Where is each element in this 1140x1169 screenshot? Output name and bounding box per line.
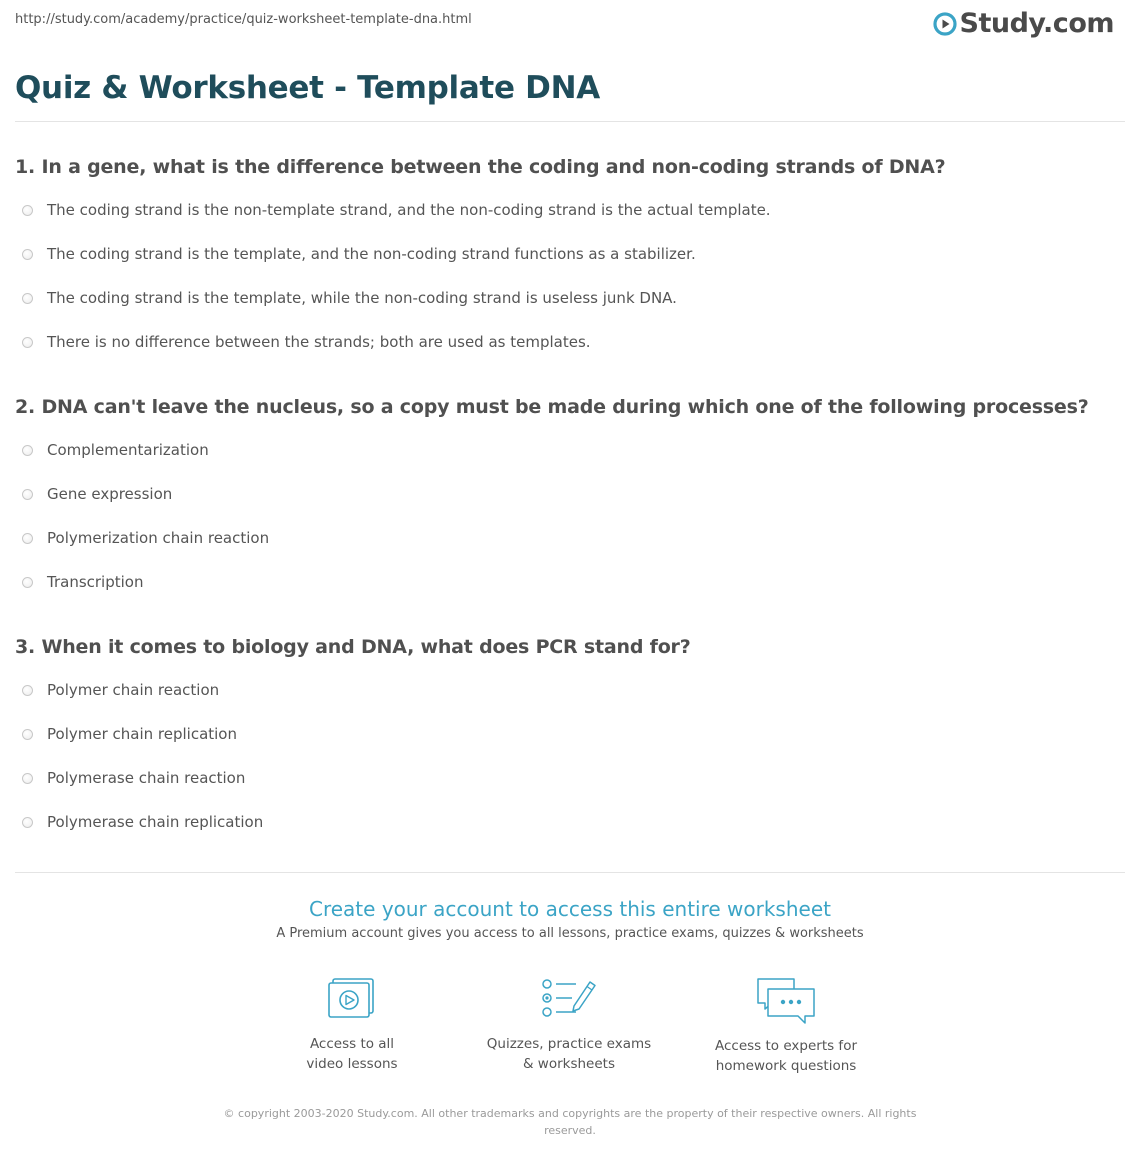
question-2: 2. DNA can't leave the nucleus, so a copy must be made during which one of the following processes? <box>15 396 1089 418</box>
feature-label: Access to experts for <box>714 1038 857 1054</box>
answer-option[interactable] <box>22 245 696 263</box>
radio-button[interactable] <box>22 293 33 304</box>
answer-option[interactable] <box>22 573 143 591</box>
radio-button[interactable] <box>22 577 33 588</box>
feature-label: homework questions <box>715 1058 857 1074</box>
feature-label: & worksheets <box>522 1056 615 1072</box>
radio-button[interactable] <box>22 729 33 740</box>
answer-option-label: The coding strand is the non-template strand, and the non-coding strand is the actual template. <box>47 201 771 219</box>
answer-option-label: Polymer chain replication <box>47 725 237 743</box>
video-lessons-icon <box>326 976 378 1022</box>
title-divider <box>15 121 1125 122</box>
play-circle-icon <box>933 12 957 36</box>
feature-video-lessons <box>242 976 462 1074</box>
logo-text: Study.com <box>959 8 1114 39</box>
answer-option-label: Gene expression <box>47 485 173 503</box>
answer-option-label: Polymerization chain reaction <box>47 529 270 547</box>
answer-option-label: Polymer chain reaction <box>47 681 220 699</box>
answer-option-label: Complementarization <box>47 441 209 459</box>
answer-option[interactable] <box>22 529 269 547</box>
feature-label: video lessons <box>306 1056 398 1072</box>
answer-option[interactable] <box>22 289 677 307</box>
radio-button[interactable] <box>22 817 33 828</box>
radio-button[interactable] <box>22 205 33 216</box>
answer-option-label: Polymerase chain reaction <box>47 769 246 787</box>
answer-option-label: The coding strand is the template, and the non-coding strand functions as a stabilizer. <box>47 245 696 263</box>
answer-option[interactable] <box>22 681 219 699</box>
section-divider <box>15 872 1125 873</box>
answer-option-label: There is no difference between the strands; both are used as templates. <box>47 333 591 351</box>
chat-bubbles-icon <box>754 976 818 1028</box>
radio-button[interactable] <box>22 445 33 456</box>
radio-button[interactable] <box>22 533 33 544</box>
feature-experts <box>676 976 896 1076</box>
feature-label: Access to all <box>309 1036 395 1052</box>
copyright-line: reserved. <box>544 1124 596 1137</box>
radio-button[interactable] <box>22 489 33 500</box>
radio-button[interactable] <box>22 773 33 784</box>
cta-subtitle: A Premium account gives you access to all lessons, practice exams, quizzes & worksheets <box>276 926 864 941</box>
answer-option[interactable] <box>22 725 237 743</box>
answer-option[interactable] <box>22 485 172 503</box>
page-title: Quiz & Worksheet - Template DNA <box>15 70 600 106</box>
copyright-notice <box>215 1105 925 1139</box>
feature-quizzes <box>459 976 679 1074</box>
answer-option-label: Transcription <box>47 573 144 591</box>
answer-option[interactable] <box>22 201 771 219</box>
radio-button[interactable] <box>22 249 33 260</box>
question-3: 3. When it comes to biology and DNA, what does PCR stand for? <box>15 636 691 658</box>
answer-option[interactable] <box>22 333 591 351</box>
answer-option[interactable] <box>22 441 209 459</box>
answer-option-label: The coding strand is the template, while the non-coding strand is useless junk DNA. <box>47 289 677 307</box>
question-1: 1. In a gene, what is the difference between the coding and non-coding strands of DNA? <box>15 156 946 178</box>
page-url: http://study.com/academy/practice/quiz-worksheet-template-dna.html <box>15 12 472 27</box>
create-account-link[interactable]: Create your account to access this entire worksheet <box>309 897 831 921</box>
answer-option-label: Polymerase chain replication <box>47 813 264 831</box>
radio-button[interactable] <box>22 337 33 348</box>
copyright-line: © copyright 2003-2020 Study.com. All other trademarks and copyrights are the property of their respective owners. All rights <box>223 1107 917 1120</box>
study-logo[interactable] <box>933 8 1114 39</box>
feature-label: Quizzes, practice exams <box>486 1036 652 1052</box>
quiz-checklist-icon <box>540 976 598 1022</box>
answer-option[interactable] <box>22 813 263 831</box>
radio-button[interactable] <box>22 685 33 696</box>
answer-option[interactable] <box>22 769 245 787</box>
